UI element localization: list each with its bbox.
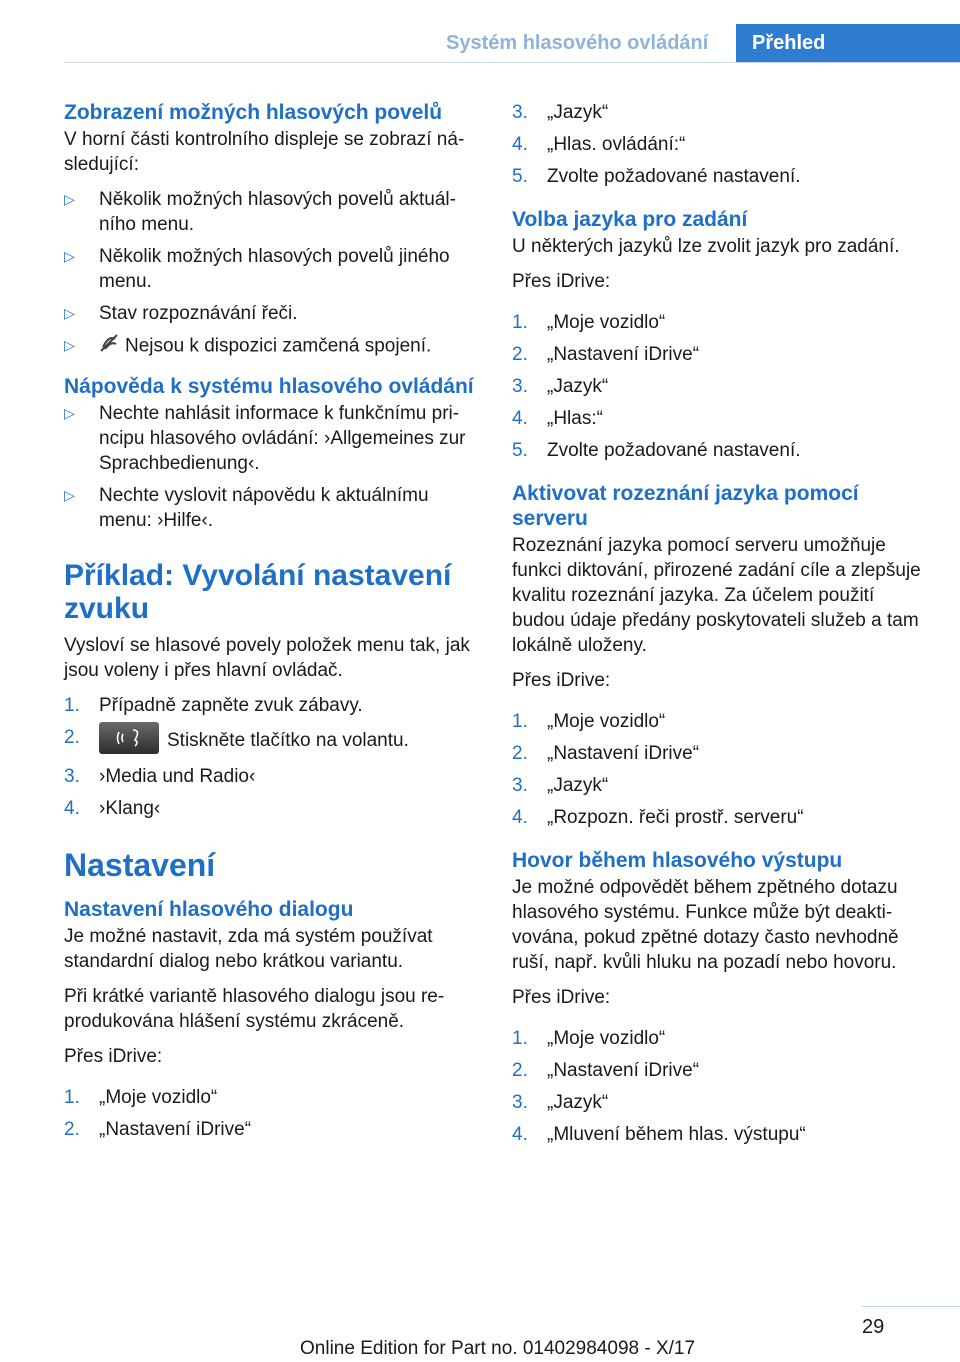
list-item: 4. „Mluvení během hlas. výstupu“ (512, 1124, 806, 1145)
voice-button-icon (99, 722, 159, 754)
list-item: 5. Zvolte požadované nastavení. (512, 440, 801, 461)
list-item: 4. „Hlas:“ (512, 408, 603, 429)
triangle-bullet-icon: ▷ (64, 305, 75, 321)
list-item: 2. „Nastavení iDrive“ (512, 344, 700, 365)
paragraph: Rozeznání jazyka pomocí serveru umožňuje funkci diktování, přirozené zadání cíle a zlepšuje kvalitu rozeznání jazyka. Za účelem použití budou údaje předány poskytovateli služeb a tam lokálně uloženy. (512, 535, 921, 656)
edition-footer: Online Edition for Part no. 01402984098 - X/17 (300, 1338, 696, 1359)
list-item: 3. „Jazyk“ (512, 775, 609, 796)
list-item: 1. „Moje vozidlo“ (64, 1087, 218, 1108)
list-item: 4. „Rozpozn. řeči prostř. serveru“ (512, 807, 804, 828)
paragraph: Při krátké variantě hlasového dialogu jsou reprodukována hlášení systému zkráceně. (64, 986, 445, 1032)
list-item: 3. „Jazyk“ (512, 376, 609, 397)
footer-divider (862, 1306, 960, 1307)
locked-connection-icon (99, 333, 119, 360)
list-item: 4. „Hlas. ovládání:“ (512, 134, 686, 155)
header-section-title: Systém hlasového ovládání (446, 32, 709, 54)
list-item: ▷ Nejsou k dispozici zamčená spojení. (64, 333, 480, 360)
section-heading: Nastavení hlasového dialogu (64, 898, 354, 921)
paragraph: Přes iDrive: (64, 1046, 163, 1067)
bullet-list (64, 187, 480, 360)
numbered-list (512, 1026, 922, 1147)
chapter-heading: Příklad: Vyvolání nastavení zvuku (64, 559, 452, 625)
list-item: 2. „Nastavení iDrive“ (512, 743, 700, 764)
triangle-bullet-icon: ▷ (64, 405, 75, 421)
numbered-list (512, 310, 922, 463)
paragraph: Přes iDrive: (512, 987, 611, 1008)
header-tab: Přehled (736, 24, 960, 62)
section-heading: Nápověda k systému hlasového ovládání (64, 375, 474, 398)
right-column (512, 100, 922, 1161)
list-item: ▷ Několik možných hlasových povelů aktuálního menu. (64, 189, 456, 235)
list-item: ▷ Nechte nahlásit informace k funkčnímu principu hlasového ovládání: ›Allgemeines zur Sprachbedienung‹. (64, 403, 466, 474)
list-item: 4. ›Klang‹ (64, 798, 161, 819)
triangle-bullet-icon: ▷ (64, 191, 75, 207)
paragraph: Přes iDrive: (512, 271, 611, 292)
list-item: 5. Zvolte požadované nastavení. (512, 166, 801, 187)
list-item: 3. „Jazyk“ (512, 102, 609, 123)
numbered-list (512, 709, 922, 830)
section-heading: Zobrazení možných hlasových povelů (64, 101, 443, 124)
list-item: 1. „Moje vozidlo“ (512, 312, 666, 333)
list-item: ▷ Stav rozpoznávání řeči. (64, 303, 298, 324)
numbered-list (64, 1085, 480, 1142)
list-item: 2. „Nastavení iDrive“ (64, 1119, 252, 1140)
paragraph: Vysloví se hlasové povely položek menu tak, jak jsou voleny i přes hlavní ovládač. (64, 635, 470, 681)
numbered-list (64, 693, 480, 821)
section-heading: Aktivovat rozeznání jazyka pomocí serveru (512, 482, 859, 530)
triangle-bullet-icon: ▷ (64, 487, 75, 503)
left-column (64, 100, 480, 1156)
page-number: 29 (862, 1316, 885, 1338)
paragraph: Je možné nastavit, zda má systém používat standardní dialog nebo krátkou variantu. (64, 926, 433, 972)
list-item: 3. „Jazyk“ (512, 1092, 609, 1113)
list-item: 2. Stiskněte tlačítko na volantu. (64, 725, 480, 757)
paragraph: V horní části kontrolního displeje se zobrazí následující: (64, 129, 465, 175)
numbered-list (512, 100, 922, 189)
paragraph: Je možné odpovědět během zpětného dotazu hlasového systému. Funkce může být deaktivována, pokud zpětné dotazy často nevhodně ruší, např. kvůli hluku na pozadí nebo hovoru. (512, 877, 899, 973)
triangle-bullet-icon: ▷ (64, 248, 75, 264)
list-item: 1. „Moje vozidlo“ (512, 1028, 666, 1049)
list-item: ▷ Nechte vyslovit nápovědu k aktuálnímu menu: ›Hilfe‹. (64, 485, 429, 531)
section-heading: Hovor během hlasového výstupu (512, 849, 843, 872)
section-heading: Volba jazyka pro zadání (512, 208, 748, 231)
paragraph: Přes iDrive: (512, 670, 611, 691)
list-item: 2. „Nastavení iDrive“ (512, 1060, 700, 1081)
chapter-heading: Nastavení (64, 847, 216, 883)
list-item: 1. „Moje vozidlo“ (512, 711, 666, 732)
paragraph: U některých jazyků lze zvolit jazyk pro zadání. (512, 236, 900, 257)
bullet-list (64, 401, 480, 533)
list-item: 1. Případně zapněte zvuk zábavy. (64, 695, 363, 716)
header-divider (64, 62, 960, 63)
list-item: 3. ›Media und Radio‹ (64, 766, 256, 787)
triangle-bullet-icon: ▷ (64, 337, 75, 353)
list-item: ▷ Několik možných hlasových povelů jiného menu. (64, 246, 450, 292)
